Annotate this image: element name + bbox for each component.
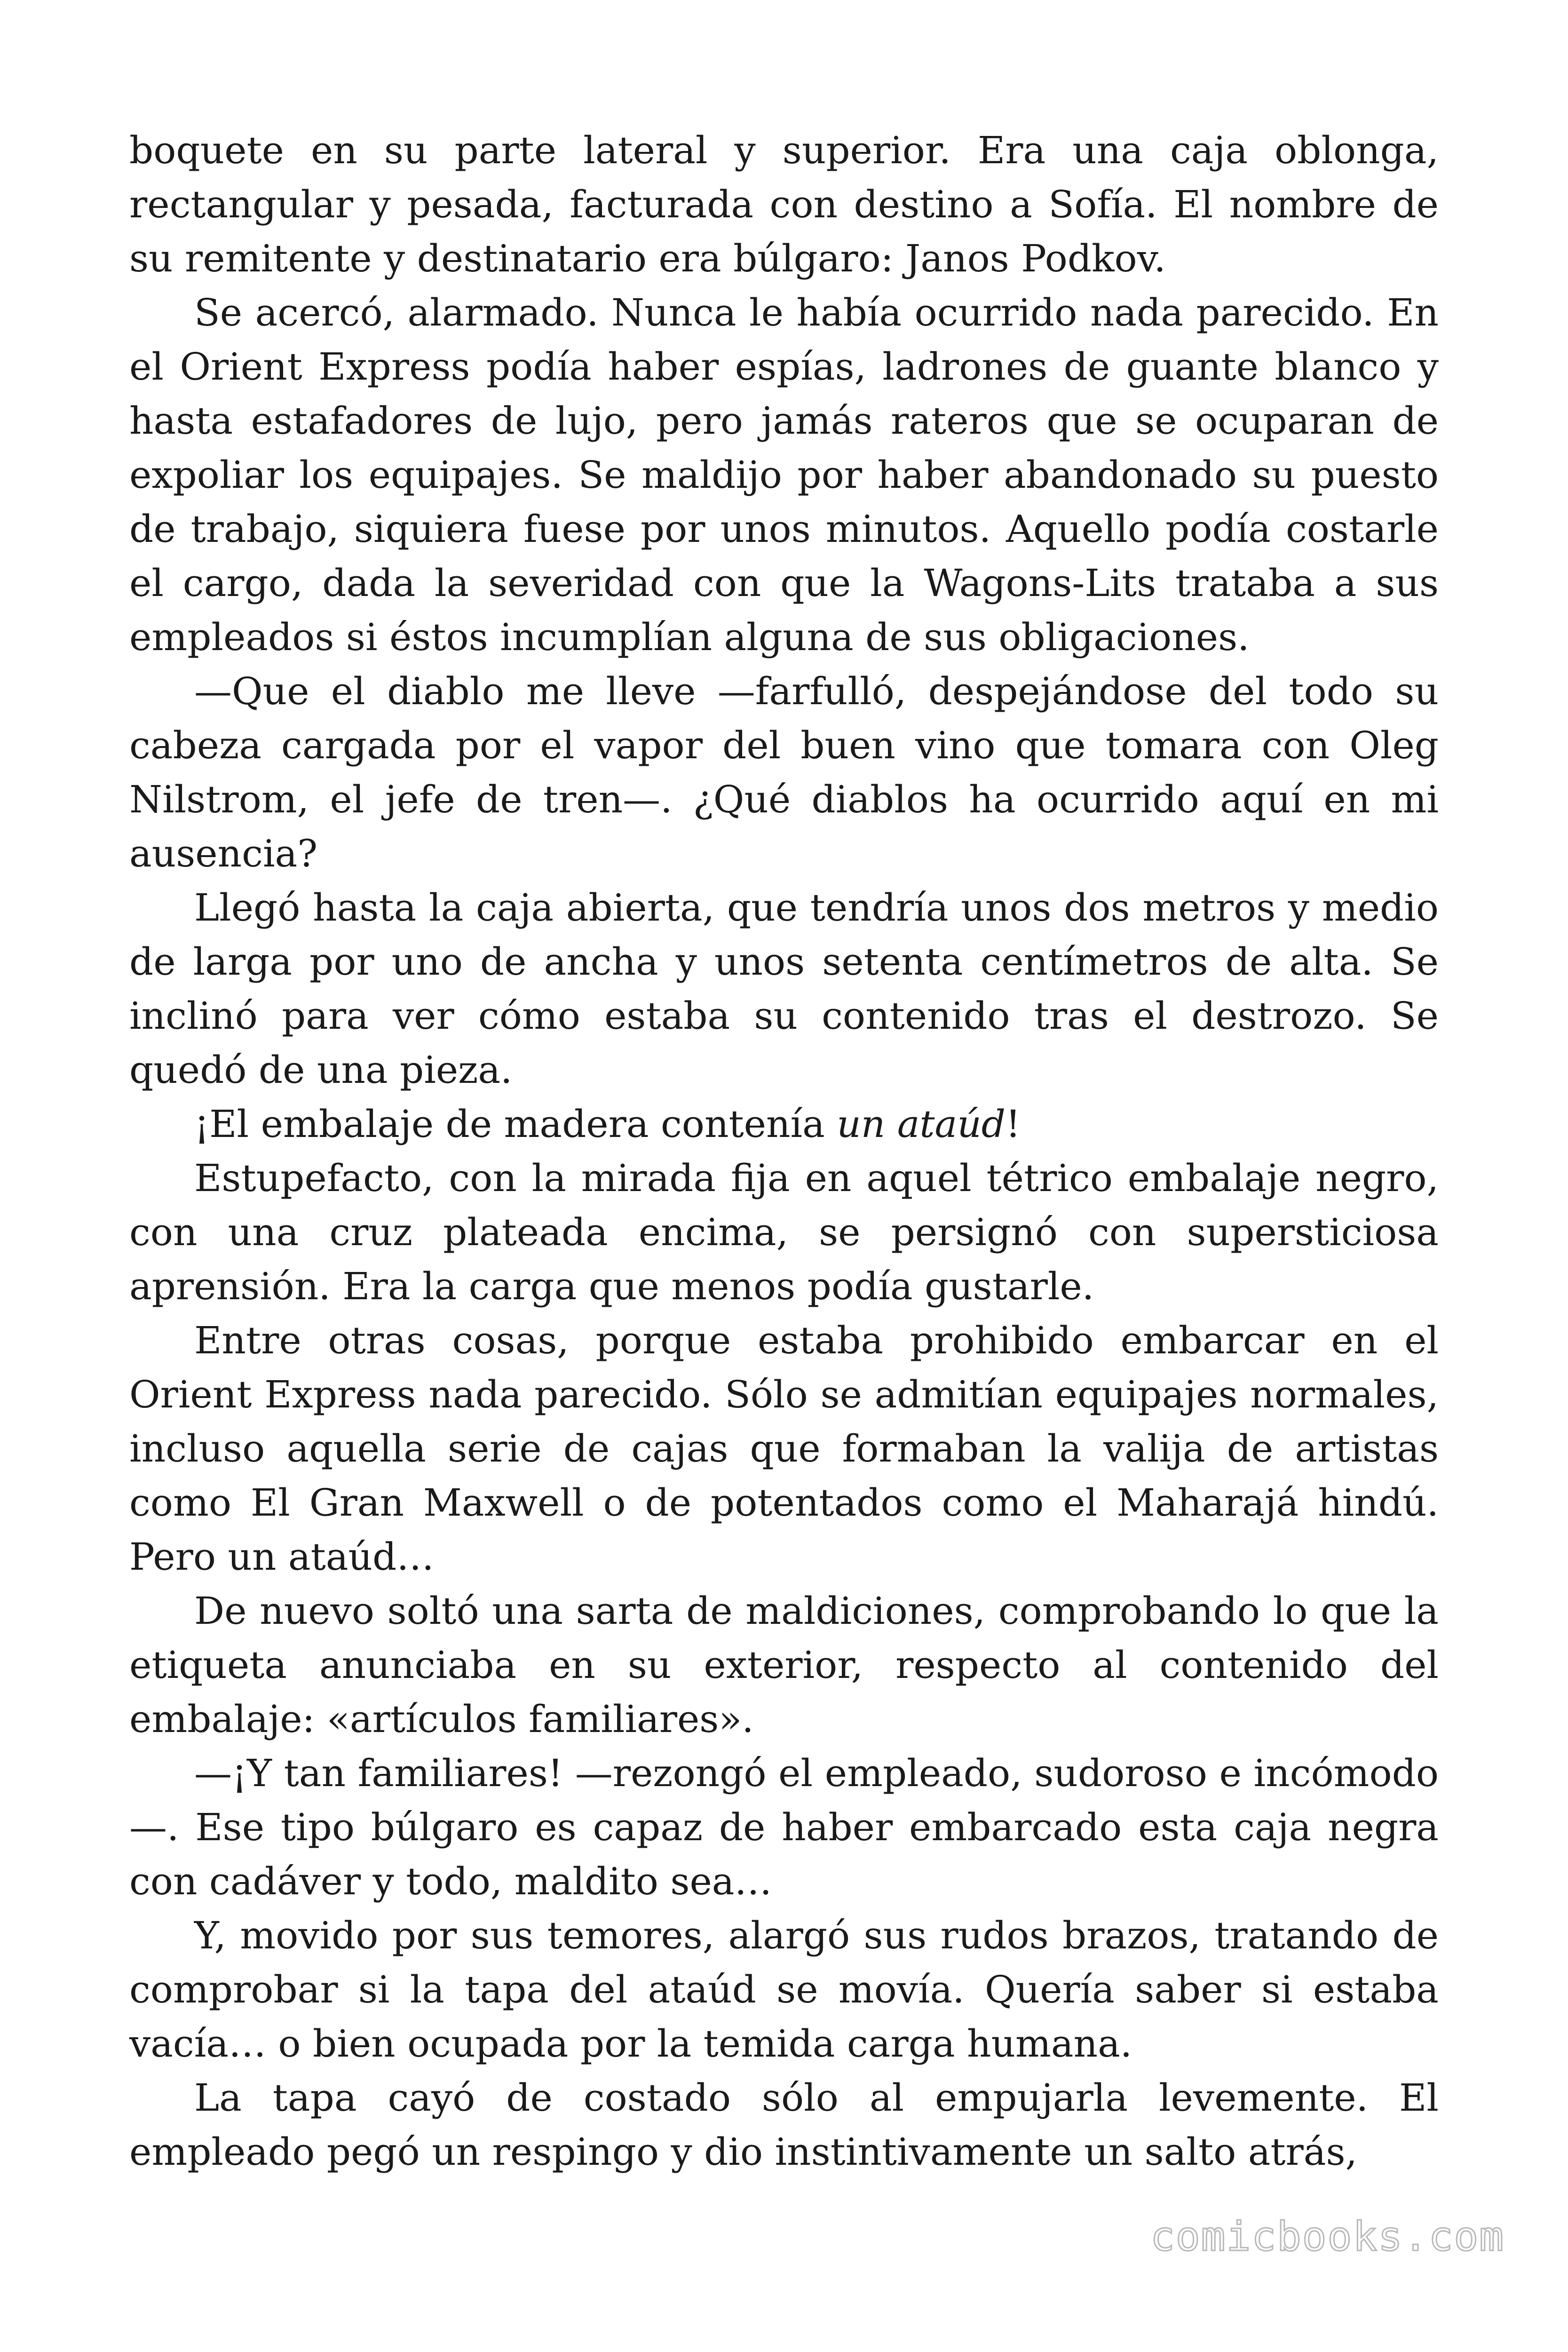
- paragraph: —¡Y tan familiares! —rezongó el empleado, sudoroso e incómodo—. Ese tipo búlgaro es capaz de haber embarcado esta caja negra con cadáver y todo, maldito sea…: [129, 1751, 1439, 1903]
- paragraph-text: ¡El embalaje de madera contenía: [194, 1102, 837, 1146]
- paragraph: —Que el diablo me lleve —farfulló, despejándose del todo su cabeza cargada por el vapor del buen vino que tomara con Oleg Nilstrom, el jefe de tren—. ¿Qué diablos ha ocurrido aquí en mi ausencia?: [129, 669, 1439, 875]
- paragraph: Se acercó, alarmado. Nunca le había ocurrido nada parecido. En el Orient Express podía haber espías, ladrones de guante blanco y hasta estafadores de lujo, pero jamás rateros que se ocuparan de expoliar los equipajes. Se maldijo por haber abandonado su puesto de trabajo, siquiera fuese por unos minutos. Aquello podía costarle el cargo, dada la severidad con que la Wagons-Lits trataba a sus empleados si éstos incumplían alguna de sus obligaciones.: [129, 291, 1439, 659]
- paragraph-text: !: [1005, 1102, 1021, 1146]
- watermark: comicbooks.com: [1150, 2213, 1505, 2260]
- emphasized-text: un ataúd: [837, 1102, 1006, 1146]
- paragraph-with-emphasis: [129, 1097, 1439, 1151]
- paragraph: De nuevo soltó una sarta de maldiciones, comprobando lo que la etiqueta anunciaba en su exterior, respecto al contenido del embalaje: «artículos familiares».: [129, 1589, 1439, 1741]
- paragraph: Estupefacto, con la mirada fija en aquel tétrico embalaje negro, con una cruz plateada encima, se persignó con supersticiosa aprensión. Era la carga que menos podía gustarle.: [129, 1156, 1439, 1308]
- paragraph: boquete en su parte lateral y superior. Era una caja oblonga, rectangular y pesada, facturada con destino a Sofía. El nombre de su remitente y destinatario era búlgaro: Janos Podkov.: [129, 128, 1439, 280]
- paragraph: La tapa cayó de costado sólo al empujarla levemente. El empleado pegó un respingo y dio instintivamente un salto atrás,: [129, 2076, 1439, 2174]
- paragraph: Llegó hasta la caja abierta, que tendría unos dos metros y medio de larga por uno de ancha y unos setenta centímetros de alta. Se inclinó para ver cómo estaba su contenido tras el destrozo. Se quedó de una pieza.: [129, 886, 1439, 1092]
- paragraph: Entre otras cosas, porque estaba prohibido embarcar en el Orient Express nada parecido. Sólo se admitían equipajes normales, incluso aquella serie de cajas que formaban la valija de artistas como El Gran Maxwell o de potentados como el Maharajá hindú. Pero un ataúd…: [129, 1319, 1439, 1579]
- paragraph: Y, movido por sus temores, alargó sus rudos brazos, tratando de comprobar si la tapa del ataúd se movía. Quería saber si estaba vacía… o bien ocupada por la temida carga humana.: [129, 1914, 1439, 2066]
- page-body: [129, 123, 1439, 2179]
